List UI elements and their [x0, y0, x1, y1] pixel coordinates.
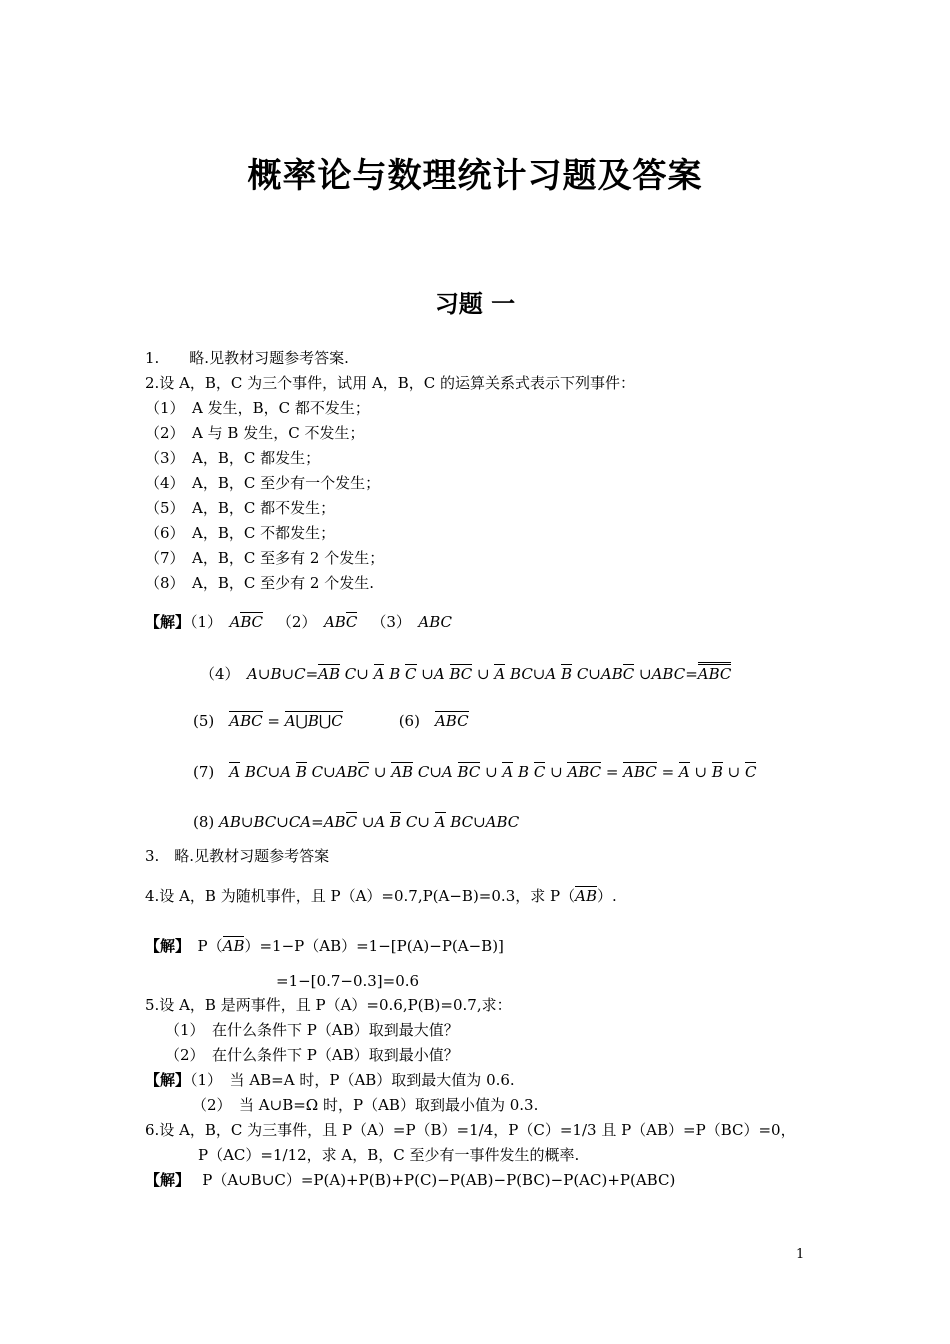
text-line: P（AC）=1/12，求 A，B，C 至少有一事件发生的概率.	[198, 1146, 580, 1164]
text-line: 3. 略.见教材习题参考答案	[145, 847, 330, 865]
solution-line: 【解】 P（A∪B∪C）=P(A)+P(B)+P(C)−P(AB)−P(BC)−P(AC)+P(ABC)	[145, 1171, 676, 1189]
solution-formula-line: 【解】 P（AB）=1−P（AB）=1−[P(A)−P(A−B)]	[145, 937, 504, 955]
text-line: （1） A 发生，B，C 都不发生；	[145, 399, 370, 417]
solution-formula-line: (5) ABC = A⋃B⋃C (6) ABC	[193, 712, 469, 730]
solution-formula-line: (8) AB∪BC∪CA=ABC ∪A B C∪ A BC∪ABC	[193, 813, 520, 831]
text-line: （2） A 与 B 发生，C 不发生；	[145, 424, 365, 442]
text-line: =1−[0.7−0.3]=0.6	[276, 972, 420, 990]
text-line: （3） A，B，C 都发生；	[145, 449, 321, 467]
text-line: （2） 在什么条件下 P（AB）取到最小值？	[165, 1046, 459, 1064]
page-number: 1	[796, 1247, 805, 1262]
text-line: （6） A，B，C 不都发生；	[145, 524, 336, 542]
solution-formula-line: 【解】（1） ABC （2） ABC （3） ABC	[145, 613, 452, 631]
text-line: （2） 当 A∪B=Ω 时，P（AB）取到最小值为 0.3.	[192, 1096, 539, 1114]
text-line: （1） 在什么条件下 P（AB）取到最大值？	[165, 1021, 459, 1039]
text-line: 2.设 A，B，C 为三个事件，试用 A，B，C 的运算关系式表示下列事件：	[145, 374, 636, 392]
text-line: （8） A，B，C 至少有 2 个发生.	[145, 574, 374, 592]
solution-formula-line: （4） A∪B∪C=AB C∪ A B C ∪A BC ∪ A BC∪A B C∪ABC ∪ABC=ABC	[200, 662, 731, 684]
solution-label: 【解】	[145, 1071, 191, 1089]
document-title: 概率论与数理统计习题及答案	[247, 156, 703, 196]
solution-label: 【解】	[145, 937, 183, 955]
solution-label: 【解】	[145, 613, 191, 631]
chapter-heading: 习题 一	[434, 290, 516, 318]
text-line: 1. 略.见教材习题参考答案.	[145, 349, 349, 367]
solution-formula-line: (7) A BC∪A B C∪ABC ∪ AB C∪A BC ∪ A B C ∪ ABC = ABC = A ∪ B ∪ C	[193, 763, 757, 781]
text-line: （5） A，B，C 都不发生；	[145, 499, 336, 517]
text-line: 4.设 A，B 为随机事件，且 P（A）=0.7,P(A−B)=0.3，求 P（AB）.	[145, 887, 617, 905]
text-line: 6.设 A，B，C 为三事件，且 P（A）=P（B）=1/4，P（C）=1/3 且 P（AB）=P（BC）=0，	[145, 1121, 796, 1139]
text-line: （4） A，B，C 至少有一个发生；	[145, 474, 381, 492]
solution-line: 【解】（1） 当 AB=A 时，P（AB）取到最大值为 0.6.	[145, 1071, 515, 1089]
text-line: 5.设 A，B 是两事件，且 P（A）=0.6,P(B)=0.7,求：	[145, 996, 512, 1014]
text-line: （7） A，B，C 至多有 2 个发生；	[145, 549, 385, 567]
solution-label: 【解】	[145, 1171, 183, 1189]
